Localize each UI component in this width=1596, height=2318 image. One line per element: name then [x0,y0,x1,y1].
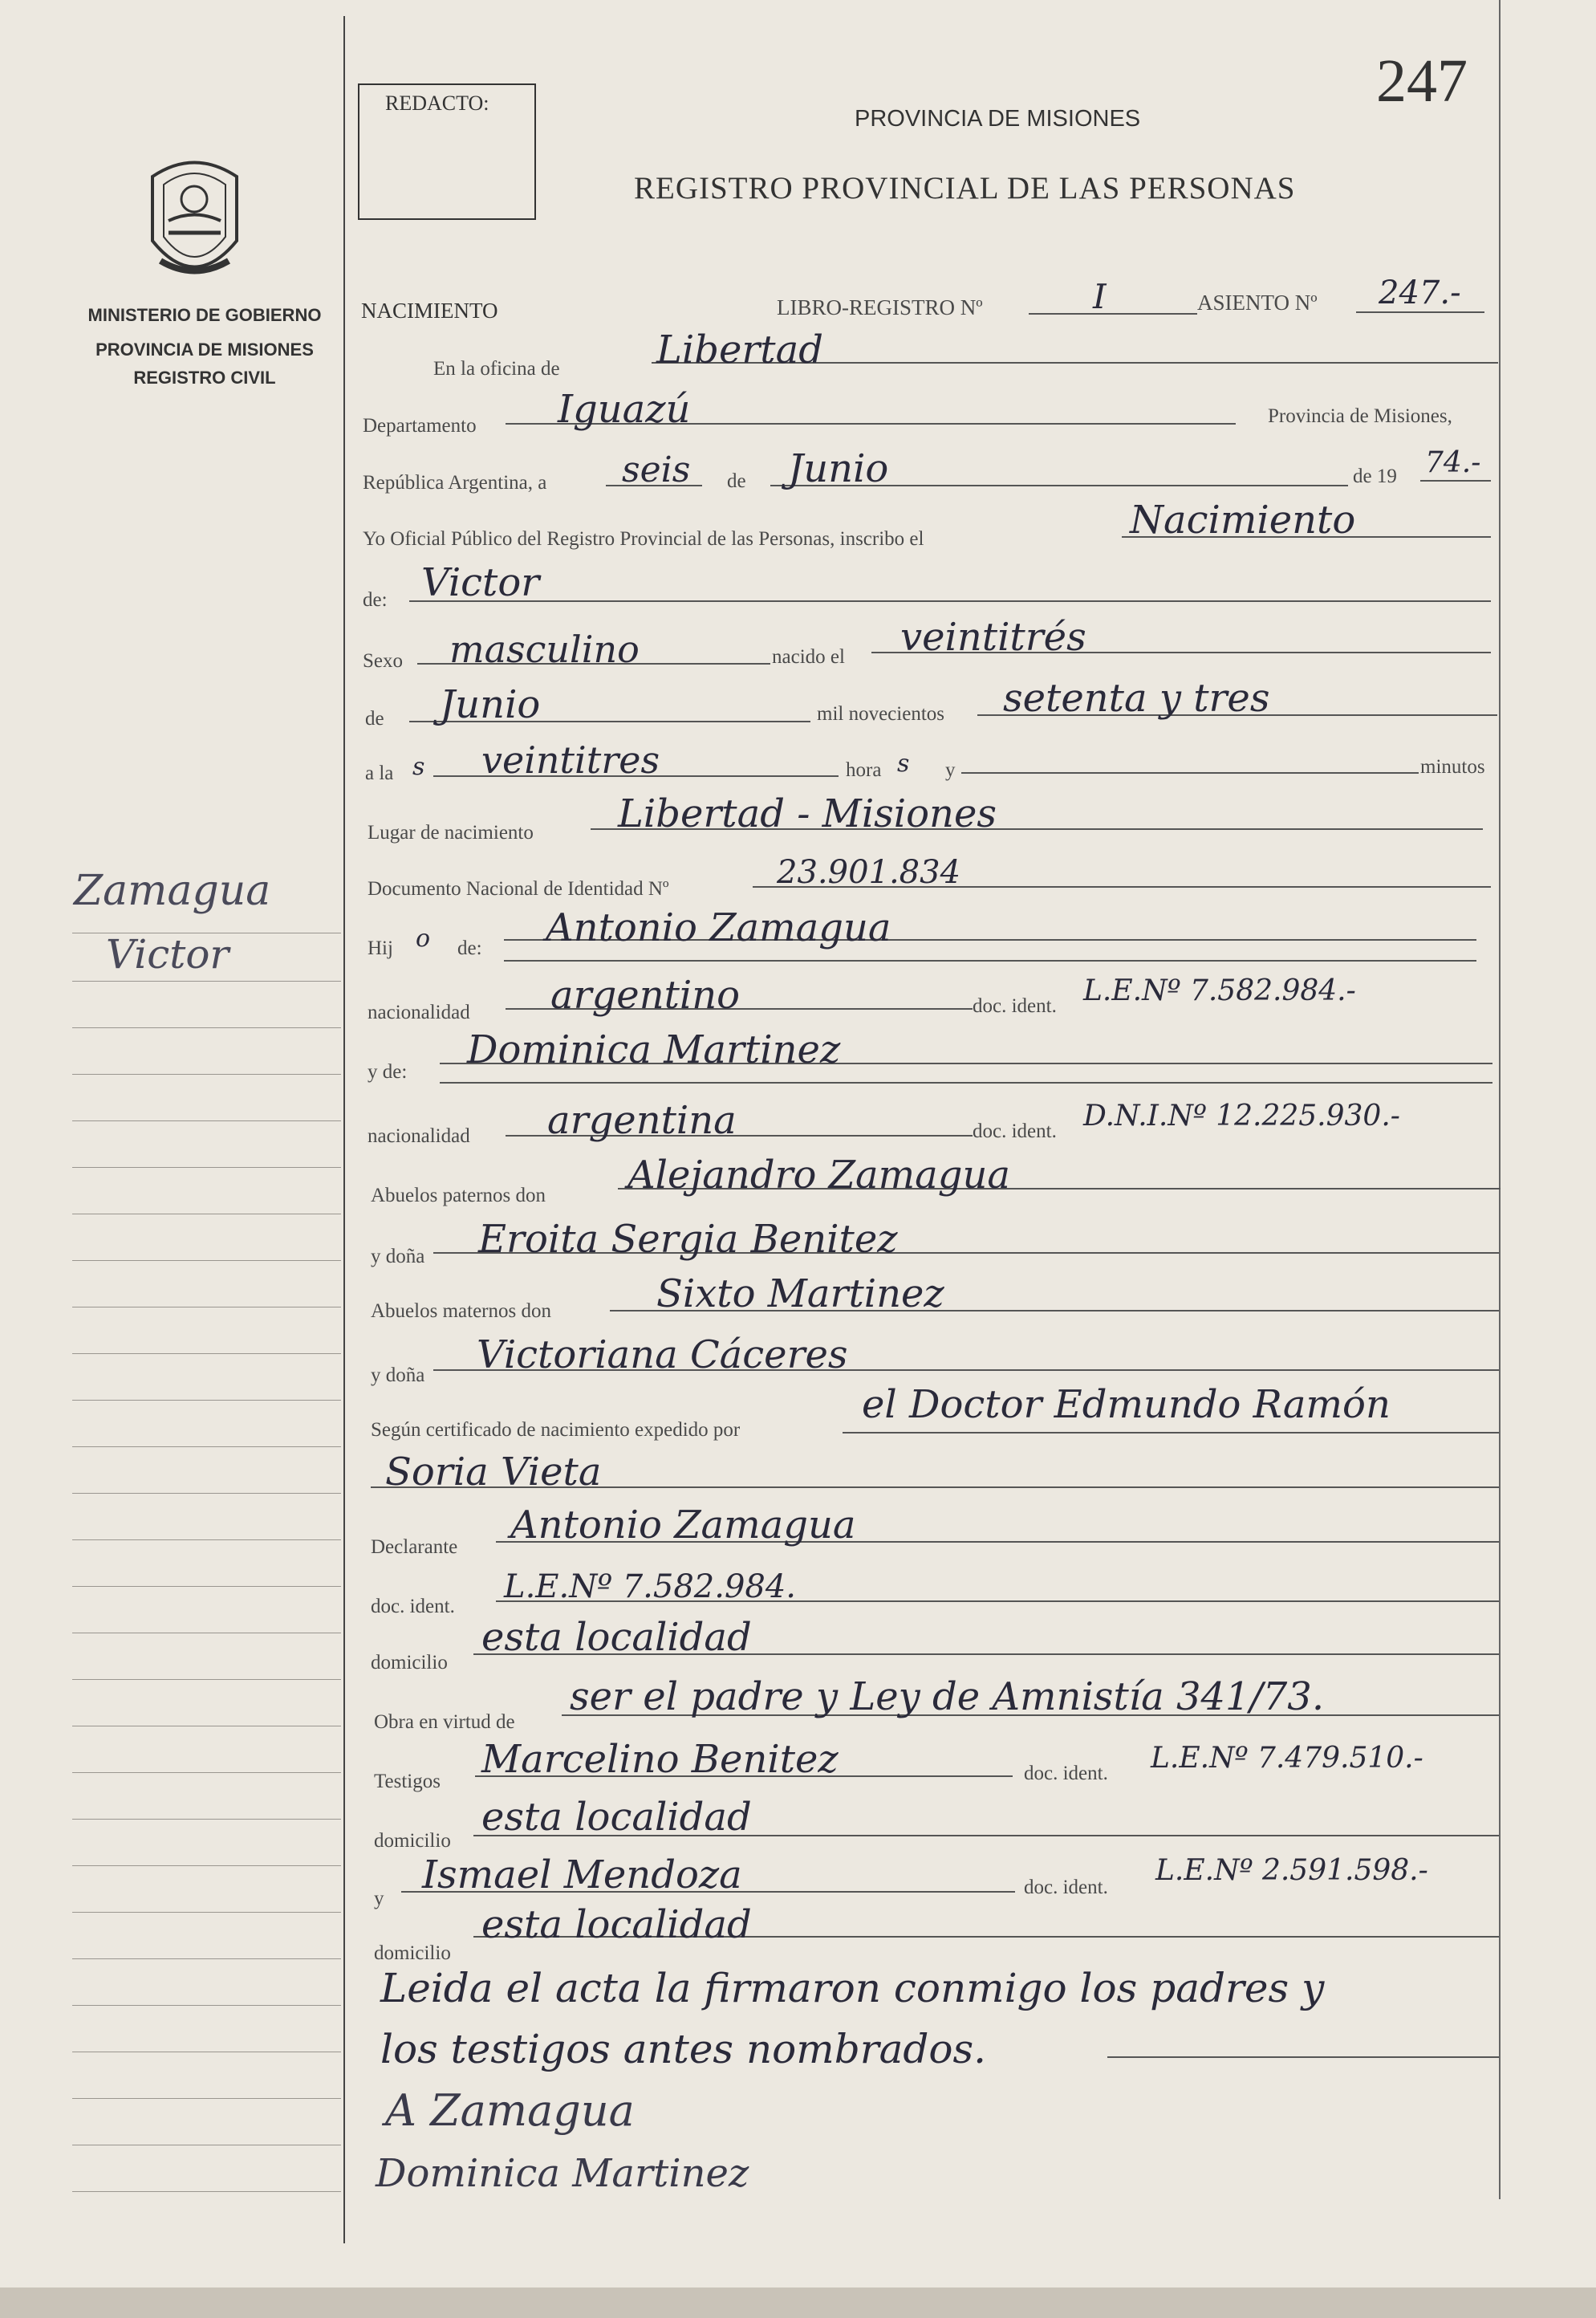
domicilio-label-2: domicilio [374,1830,451,1852]
domicilio-label-3: domicilio [374,1942,451,1964]
margin-line [72,1260,341,1261]
margin-line [72,1819,341,1820]
departamento-value: Iguazú [558,387,691,432]
madre-nacionalidad-value: argentina [547,1098,737,1143]
madre-value: Dominica Martinez [467,1027,841,1072]
margin-line [72,1586,341,1587]
nacionalidad-label-1: nacionalidad [368,1002,470,1023]
lugar-value: Libertad - Misiones [618,791,997,836]
left-frame-line [343,16,345,2243]
signature-father: A Zamagua [385,2085,635,2136]
a-la-label: a la [365,762,394,784]
de-name-label: de: [363,589,388,611]
y-label: y [945,759,956,781]
testigo1-domicilio-value: esta localidad [481,1795,752,1840]
nacido-mes-value: Junio [440,682,541,727]
abuela-paterna-value: Eroita Sergia Benitez [478,1217,898,1262]
margin-line [72,1400,341,1401]
testigo1-value: Marcelino Benitez [481,1737,839,1782]
abuelos-maternos-label: Abuelos maternos don [371,1300,551,1322]
abuelo-materno-value: Sixto Martinez [656,1271,944,1316]
abuelos-paternos-label: Abuelos paternos don [371,1185,546,1206]
minutos-label: minutos [1420,756,1485,778]
segun-certificado-label: Según certificado de nacimiento expedido por [371,1419,741,1441]
declarante-label: Declarante [371,1536,458,1558]
nacimiento-label: NACIMIENTO [361,299,498,323]
testigo1-doc-value: L.E.Nº 7.479.510.- [1151,1742,1423,1775]
margin-line [72,1120,341,1121]
nombre-value: Victor [421,560,540,605]
mes-value: Junio [788,446,889,491]
obra-en-virtud-label: Obra en virtud de [374,1711,515,1733]
declarante-value: Antonio Zamagua [510,1503,856,1547]
margin-line [72,1353,341,1354]
testigos-label: Testigos [374,1771,441,1792]
margin-line [72,981,341,982]
hora-label: hora [846,759,882,781]
hij-label: Hij [368,937,393,959]
testigo2-domicilio-value: esta localidad [481,1902,752,1947]
nacido-anio-value: setenta y tres [1003,676,1270,721]
mil-novecientos-label: mil novecientos [817,703,944,725]
certificado-value-1: el Doctor Edmundo Ramón [862,1382,1391,1427]
declarante-domicilio-value: esta localidad [481,1615,752,1660]
margin-line [72,1074,341,1075]
anio-value: 74.- [1425,446,1481,479]
padre-doc-value: L.E.Nº 7.582.984.- [1083,974,1356,1007]
de-parent-label: de: [457,937,482,959]
margin-line [72,1865,341,1866]
margin-line [72,1772,341,1773]
civil-registry-label: REGISTRO CIVIL [133,368,276,388]
page-number: 247 [1376,47,1468,115]
province-label: PROVINCIA DE MISIONES [95,340,314,360]
margin-line [72,2005,341,2006]
asiento-number: 247.- [1379,274,1461,311]
margin-note-name: Victor [106,931,229,978]
padre-value: Antonio Zamagua [546,905,891,950]
right-frame-line [1499,0,1501,2199]
margin-line [72,1446,341,1447]
hora-value: veintitres [481,738,660,782]
margin-line [72,2098,341,2099]
nacido-dia-value: veintitrés [900,615,1086,660]
abuelo-paterno-value: Alejandro Zamagua [627,1153,1011,1198]
doc-ident-t1-label: doc. ident. [1024,1763,1108,1784]
testigo2-value: Ismael Mendoza [422,1852,742,1897]
y-dona-label-1: y doña [371,1246,425,1267]
redacto-label: REDACTO: [385,92,489,115]
doc-ident-label-2: doc. ident. [973,1120,1057,1142]
margin-line [72,1679,341,1680]
hora-s-value: s [897,750,910,778]
margin-line [72,1027,341,1028]
margin-line [72,1912,341,1913]
closing-line-2: los testigos antes nombrados. [380,2026,987,2072]
y-dona-label-2: y doña [371,1364,425,1386]
documento-label: Documento Nacional de Identidad Nº [368,878,669,900]
doc-ident-label-1: doc. ident. [973,995,1057,1017]
oficina-value: Libertad [656,327,823,372]
coat-of-arms-seal [136,152,253,289]
departamento-label: Departamento [363,415,477,437]
provincia-misiones-label: Provincia de Misiones, [1268,405,1452,427]
margin-note-surname: Zamagua [74,867,271,915]
margin-line [72,2191,341,2192]
sexo-label: Sexo [363,650,403,672]
ministry-label: MINISTERIO DE GOBIERNO [87,305,322,325]
certificado-value-2: Soria Vieta [385,1450,602,1494]
dia-value: seis [622,449,691,490]
libro-registro-label: LIBRO-REGISTRO Nº [777,295,983,319]
obra-en-virtud-value: ser el padre y Ley de Amnistía 341/73. [570,1674,1325,1719]
y-t2-label: y [374,1888,384,1909]
margin-line [72,1493,341,1494]
republica-label: República Argentina, a [363,472,547,494]
asiento-label: ASIENTO Nº [1197,291,1318,315]
margin-line [72,1958,341,1959]
domicilio-label-1: domicilio [371,1652,448,1673]
province-heading: PROVINCIA DE MISIONES [855,106,1141,132]
yo-oficial-label: Yo Oficial Público del Registro Provincial de las Personas, inscribo el [363,528,924,550]
de-label-1: de [727,470,746,492]
oficina-label: En la oficina de [433,358,560,380]
madre-doc-value: D.N.I.Nº 12.225.930.- [1083,1100,1400,1133]
signature-mother: Dominica Martinez [376,2151,749,2196]
nacionalidad-label-2: nacionalidad [368,1125,470,1147]
libro-number: I [1093,277,1107,316]
de-month-label: de [365,708,384,730]
de-19-label: de 19 [1353,466,1397,487]
inscribo-value: Nacimiento [1130,498,1356,543]
declarante-doc-value: L.E.Nº 7.582.984. [504,1568,797,1605]
nacido-el-label: nacido el [772,646,845,668]
abuela-materna-value: Victoriana Cáceres [477,1332,848,1377]
padre-nacionalidad-value: argentino [550,973,741,1018]
seal-icon [136,152,253,289]
dni-value: 23.901.834 [777,854,961,891]
closing-line-1: Leida el acta la firmaron conmigo los padres y [380,1965,1325,2011]
hij-suffix-value: o [416,925,431,953]
registry-title: REGISTRO PROVINCIAL DE LAS PERSONAS [634,171,1296,205]
y-de-label: y de: [368,1061,408,1083]
redacto-box [358,83,536,220]
hora-suffix-value: s [412,753,425,781]
margin-line [72,1539,341,1540]
doc-ident-t2-label: doc. ident. [1024,1877,1108,1898]
sexo-value: masculino [449,628,640,671]
doc-ident-decl-label: doc. ident. [371,1596,455,1617]
testigo2-doc-value: L.E.Nº 2.591.598.- [1155,1854,1428,1887]
margin-line [72,1167,341,1168]
lugar-label: Lugar de nacimiento [368,822,534,844]
